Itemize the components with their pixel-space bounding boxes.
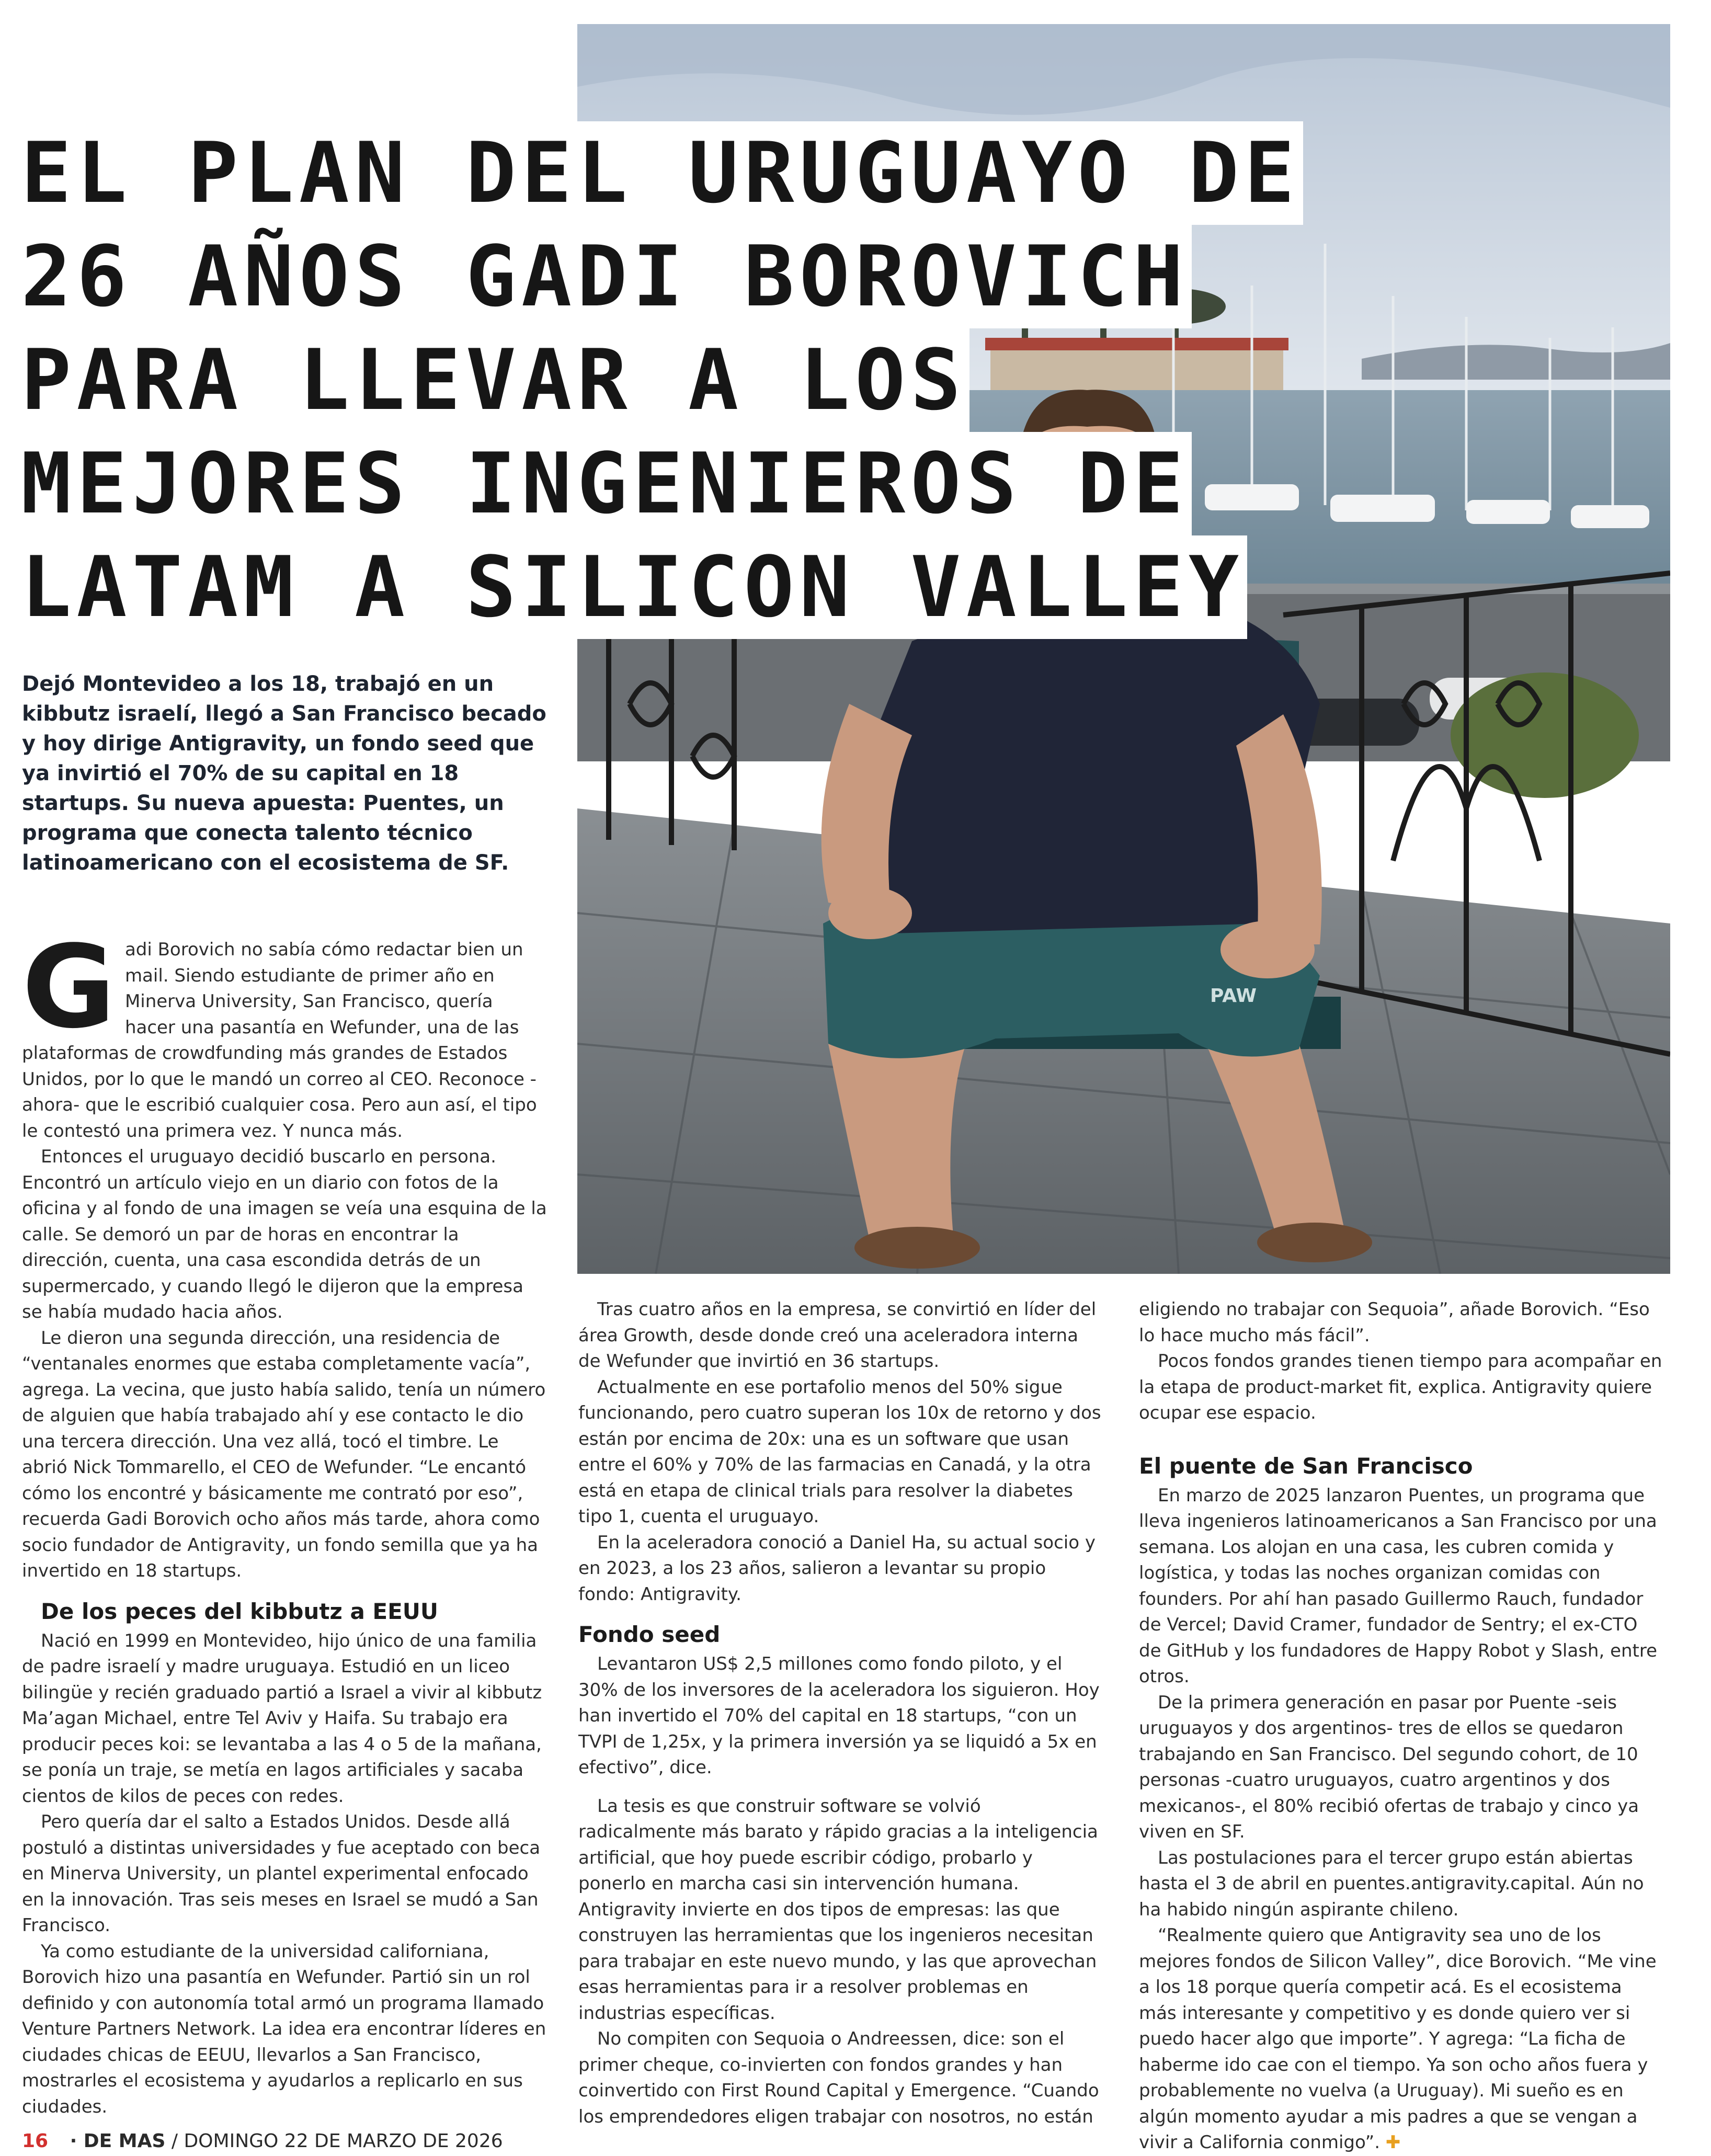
headline-line-5: LATAM A SILICON VALLEY [21, 535, 1247, 639]
subheading-fondo-seed: Fondo seed [578, 1622, 721, 1647]
paragraph-text: adi Borovich no sabía cómo redactar bien un mail. Siendo estudiante de primer año en Minerva University, San Francisco, quería hacer una pasantía en Wefunder, una de las plataformas de crowdfunding más grandes de Estados Unidos, por lo que le mandó un correo al CEO. Reconoce -ahora- que le escribió cualquier cosa. Pero aun así, el tipo le contestó una primera vez. Y nunca más. [22, 939, 537, 1142]
headline-line-2: 26 AÑOS GADI BOROVICH [21, 225, 1192, 328]
paragraph-text: “Realmente quiero que Antigravity sea uno de los mejores fondos de Silicon Valley”, dice Borovich. “Me vine a los 18 porque quería competir acá. Es el ecosistema más interesante y competitivo y es donde quiero ver si puedo hacer algo que importe”. Y agrega: “La ficha de haberme ido cae con el tiempo. Ya son ocho años fuera y probablemente no vuelva (a Uruguay). Mi sueño es en algún momento ayudar a mis padres a que se vengan a vivir a California conmigo”. [1139, 1925, 1657, 2153]
headline-line-4: MEJORES INGENIEROS DE [21, 432, 1192, 535]
footer-separator: / [171, 2130, 178, 2152]
shorts-print: PAW [1210, 985, 1257, 1007]
paragraph: La tesis es que construir software se volvió radicalmente más barato y rápido gracias a la inteligencia artificial, que hoy puede escribir código, probarlo y ponerlo en marcha casi sin intervención humana. Antigravity invierte en dos tipos de empresas: las que construyen las herramientas que los ingenieros necesitan para trabajar en este nuevo mundo, y las que aprovechan esas herramientas para ir a resolver problemas en industrias específicas. [578, 1795, 1098, 2024]
end-mark-icon: ✚ [1385, 2132, 1401, 2153]
paragraph: Actualmente en ese portafolio menos del 50% sigue funcionando, pero cuatro superan los 10x de retorno y dos están por encima de 20x: una es un software que usan entre el 60% y 70% de las farmacias en Canadá, y la otra está en etapa de clinical trials para resolver la diabetes tipo 1, cuenta el uruguayo. [578, 1376, 1101, 1527]
paragraph: Nació en 1999 en Montevideo, hijo único de una familia de padre israelí y madre uruguaya. Estudió en un liceo bilingüe y recién graduado partió a Israel a vivir al kibbutz Ma’agan Michael, entre Tel Aviv y Haifa. Su trabajo era producir peces koi: se levantaba a las 4 o 5 de la mañana, se ponía un traje, se metía en lagos artificiales y sacaba cientos de kilos de peces con redes. [22, 1630, 542, 1807]
paragraph: En marzo de 2025 lanzaron Puentes, un programa que lleva ingenieros latinoamericanos a San Francisco por una semana. Los alojan en una casa, les cubren comida y logística, y todas las noches organizan comidas con founders. Por ahí han pasado Guillermo Rauch, fundador de Vercel; David Cramer, fundador de Sentry; el ex-CTO de GitHub y los fundadores de Happy Robot y Slash, entre otros. [1139, 1485, 1658, 1687]
paragraph: No compiten con Sequoia o Andreessen, dice: son el primer cheque, co-invierten con fondos grandes y han coinvertido con First Round Capital y Emergence. “Cuando los emprendedores eligen trabajar con nosotros, no están [578, 2028, 1099, 2127]
paragraph: Entonces el uruguayo decidió buscarlo en persona. Encontró un artículo viejo en un diario con fotos de la oficina y al fondo de una imagen se veía una esquina de la calle. Se demoró un par de horas en encontrar la dirección, cuenta, una casa escondida detrás de un supermercado, y cuando llegó le dijeron que la empresa se había mudado hacia años. [22, 1146, 547, 1322]
body-column-2 [578, 1297, 1103, 2130]
subheading-puente: El puente de San Francisco [1139, 1453, 1473, 1479]
body-column-3 [1139, 1297, 1664, 2156]
paragraph: En la aceleradora conoció a Daniel Ha, su actual socio y en 2023, a los 23 años, salieron a levantar su propio fondo: Antigravity. [578, 1532, 1096, 1605]
page-footer [22, 2130, 503, 2152]
paragraph: Pocos fondos grandes tienen tiempo para acompañar en la etapa de product-market fit, explica. Antigravity quiere ocupar ese espacio. [1139, 1351, 1662, 1423]
paragraph: Las postulaciones para el tercer grupo están abiertas hasta el 3 de abril en puentes.antigravity.capital. Aún no ha habido ningún aspirante chileno. [1139, 1847, 1644, 1920]
paragraph: Ya como estudiante de la universidad californiana, Borovich hizo una pasantía en Wefunder. Partió sin un rol definido y con autonomía total armó un programa llamado Venture Partners Network. La idea era encontrar líderes en ciudades chicas de EEUU, llevarlos a San Francisco, mostrarles el ecosistema y ayudarlos a replicarlo en sus ciudades. [22, 1941, 546, 2117]
paragraph-final [1139, 1923, 1664, 2156]
headline-line-1: EL PLAN DEL URUGUAYO DE [21, 121, 1303, 225]
section-name: · DE MAS [70, 2130, 166, 2152]
paragraph: Levantaron US$ 2,5 millones como fondo piloto, y el 30% de los inversores de la aceleradora los siguieron. Hoy han invertido el 70% del capital en 18 startups, “con un TVPI de 1,25x, y la primera inversión ya se liquidó a 5x en efectivo”, dice. [578, 1653, 1100, 1778]
paragraph-lead [22, 921, 548, 1144]
article-dek: Dejó Montevideo a los 18, trabajó en un kibbutz israelí, llegó a San Francisco becado y hoy dirige Antigravity, un fondo seed que ya invirtió el 70% de su capital en 18 startups. Su nueva apuesta: Puentes, un programa que conecta talento técnico latinoamericano con el ecosistema de SF. [22, 672, 546, 875]
page-number: 16 [22, 2130, 49, 2152]
paragraph: eligiendo no trabajar con Sequoia”, añade Borovich. “Eso lo hace mucho más fácil”. [1139, 1299, 1650, 1346]
paragraph: Pero quería dar el salto a Estados Unidos. Desde allá postuló a distintas universidades y fue aceptado con beca en Minerva University, un plantel experimental enfocado en la innovación. Tras seis meses en Israel se mudó a San Francisco. [22, 1811, 541, 1936]
drop-cap: G [22, 921, 116, 1054]
paragraph: Tras cuatro años en la empresa, se convirtió en líder del área Growth, desde donde creó una aceleradora interna de Wefunder que invirtió en 36 startups. [578, 1299, 1097, 1372]
paragraph: De la primera generación en pasar por Puente -seis uruguayos y dos argentinos- tres de ellos se quedaron trabajando en San Francisco. Del segundo cohort, de 10 personas -cuatro uruguayos, cuatro argentinos y dos mexicanos-, el 80% recibió ofertas de trabajo y cinco ya viven en SF. [1139, 1692, 1639, 1842]
issue-date: DOMINGO 22 DE MARZO DE 2026 [184, 2130, 503, 2152]
subheading-kibbutz: De los peces del kibbutz a EEUU [41, 1598, 439, 1624]
body-column-1 [22, 921, 548, 2120]
headline [21, 121, 1300, 639]
paragraph: Le dieron una segunda dirección, una residencia de “ventanales enormes que estaba completamente vacía”, agrega. La vecina, que justo había salido, tenía un número de alguien que había trabajado ahí y ese contacto le dio una tercera dirección. Una vez allá, tocó el timbre. Le abrió Nick Tommarello, el CEO de Wefunder. “Le encantó cómo los encontré y básicamente me contrató por eso”, recuerda Gadi Borovich ocho años más tarde, ahora como socio fundador de Antigravity, un fondo semilla que ya ha invertido en 18 startups. [22, 1327, 546, 1581]
headline-line-3: PARA LLEVAR A LOS [21, 328, 969, 432]
